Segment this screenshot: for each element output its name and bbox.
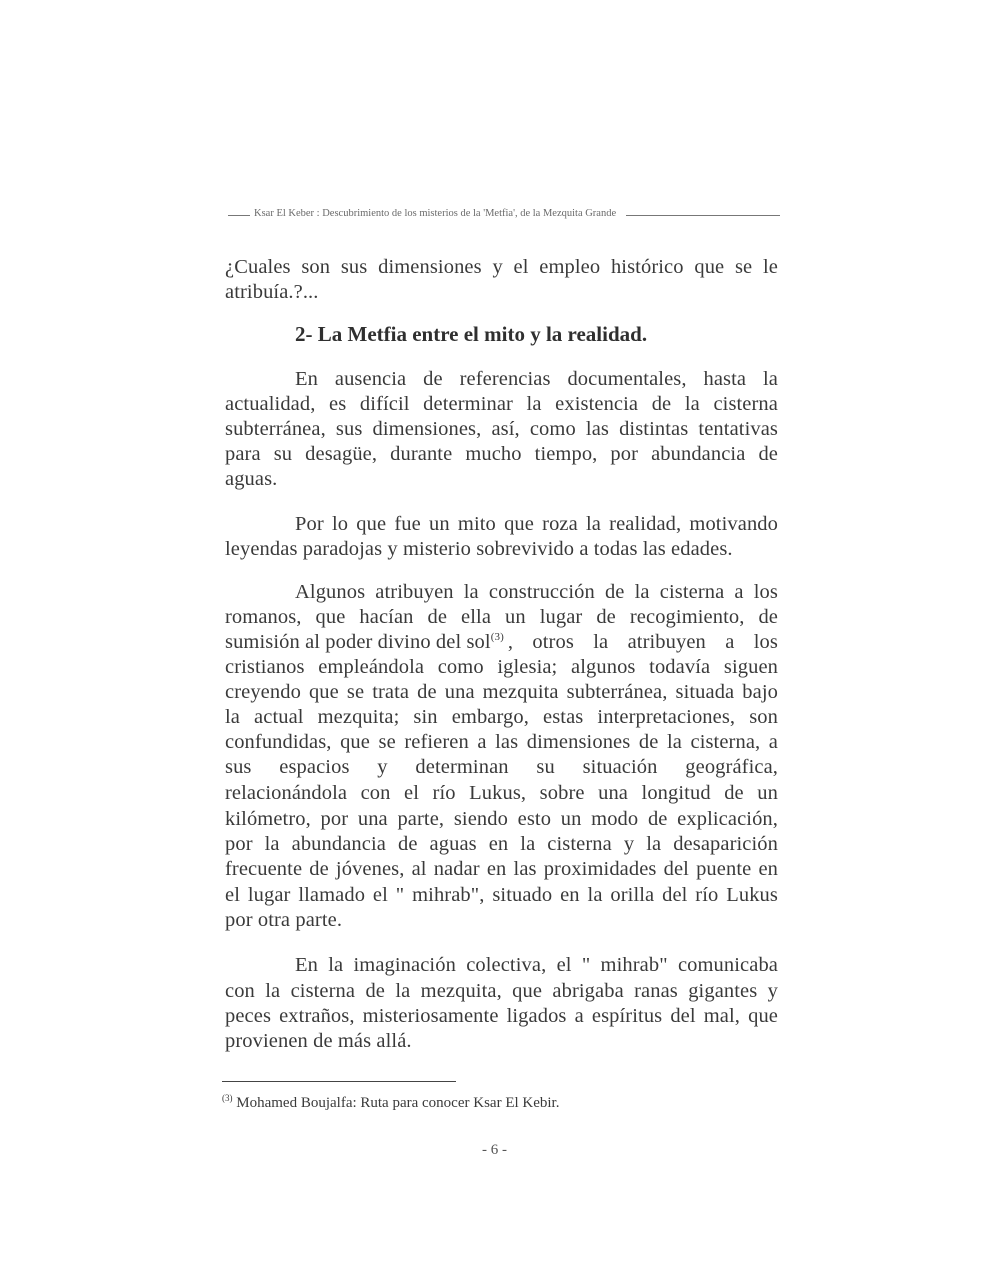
paragraph-line: por otra parte. — [225, 909, 343, 931]
paragraph-line: el lugar llamado el " mihrab", situado en la orilla del río Lukus — [225, 884, 778, 906]
paragraph-line: confundidas, que se refieren a las dimensiones de la cisterna, a — [225, 731, 778, 753]
footnote-marker: (3) — [222, 1093, 233, 1103]
paragraph-line: kilómetro, por una parte, siendo esto un modo de explicación, — [225, 808, 778, 830]
paragraph-line: para su desagüe, durante mucho tiempo, por abundancia de — [225, 443, 778, 465]
footnote-separator — [222, 1081, 456, 1082]
text-fragment: sumisión al poder divino del sol$^{(3)}$ — [225, 631, 504, 653]
intro-line: ¿Cuales son sus dimensiones y el empleo histórico que se le — [225, 256, 778, 278]
footnote — [222, 1095, 559, 1112]
paragraph-line: relacionándola con el río Lukus, sobre una longitud de un — [225, 782, 778, 804]
paragraph-line: por la abundancia de aguas en la cisterna y la desaparición — [225, 833, 778, 855]
paragraph-line: subterránea, sus dimensiones, así, como las distintas tentativas — [225, 418, 778, 440]
running-title: Ksar El Keber : Descubrimiento de los misterios de la 'Metfia', de la Mezquita Grande — [254, 208, 617, 219]
footnote-text: Mohamed Boujalfa: Ruta para conocer Ksar El Kebir. — [232, 1095, 560, 1111]
section-heading: 2- La Metfia entre el mito y la realidad. — [295, 322, 648, 346]
paragraph-line: sus espacios y determinan su situación geográfica, — [225, 756, 778, 778]
paragraph-line: creyendo que se trata de una mezquita subterránea, situada bajo — [225, 681, 778, 703]
paragraph-line: aguas. — [225, 468, 278, 490]
paragraph-line: En ausencia de referencias documentales, hasta la — [295, 368, 778, 390]
header-rule-right — [626, 215, 780, 216]
paragraph-line: peces extraños, misteriosamente ligados a espíritus del mal, que — [225, 1005, 778, 1027]
paragraph-line: cristianos empleándola como iglesia; algunos todavía siguen — [225, 656, 778, 678]
paragraph-line: Por lo que fue un mito que roza la realidad, motivando — [295, 513, 778, 535]
text-fragment: , otros la atribuyen a los — [507, 631, 778, 653]
paragraph-line: leyendas paradojas y misterio sobrevivido a todas las edades. — [225, 538, 733, 560]
page-number: - 6 - — [482, 1142, 507, 1158]
running-header — [228, 208, 780, 219]
paragraph-line: romanos, que hacían de ella un lugar de recogimiento, de — [225, 606, 778, 628]
paragraph-line: frecuente de jóvenes, al nadar en las proximidades del puente en — [225, 858, 778, 880]
paragraph-line: actualidad, es difícil determinar la existencia de la cisterna — [225, 393, 778, 415]
paragraph-line: En la imaginación colectiva, el " mihrab" comunicaba — [295, 954, 778, 976]
paragraph-line: la actual mezquita; sin embargo, estas interpretaciones, son — [225, 706, 778, 728]
intro-line: atribuía.?... — [225, 281, 319, 303]
paragraph-line: Algunos atribuyen la construcción de la cisterna a los — [295, 581, 778, 603]
footnote-reference[interactable]: (3) — [490, 631, 504, 644]
paragraph-line-with-footnote — [225, 630, 778, 654]
header-rule-left — [228, 215, 250, 216]
paragraph-line: con la cisterna de la mezquita, que abrigaba ranas gigantes y — [225, 980, 778, 1002]
paragraph-line: provienen de más allá. — [225, 1030, 412, 1052]
